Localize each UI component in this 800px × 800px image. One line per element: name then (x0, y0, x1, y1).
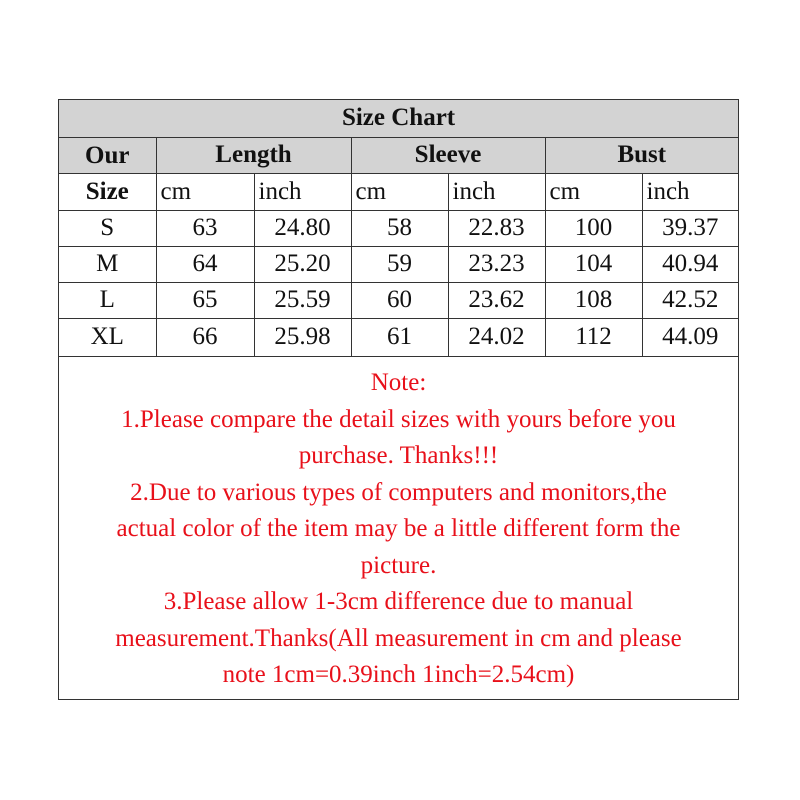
size-cell: M (59, 246, 156, 282)
table-title: Size Chart (59, 100, 738, 137)
sleeve-inch-unit: inch (448, 174, 545, 211)
bust-inch-cell: 39.37 (642, 210, 738, 246)
note-line: 3.Please allow 1-3cm difference due to manual (163, 588, 634, 615)
size-header-bottom: Size (85, 177, 129, 205)
sleeve-inch-cell: 23.62 (448, 282, 545, 318)
length-cm-unit: cm (156, 174, 254, 211)
sleeve-header: Sleeve (351, 137, 545, 174)
size-cell: S (59, 210, 156, 246)
note-line: actual color of the item may be a little different form the (116, 515, 681, 542)
sleeve-cm-cell: 61 (351, 318, 448, 356)
note-line: 2.Due to various types of computers and monitors,the (130, 478, 667, 506)
bust-cm-cell: 104 (545, 246, 642, 282)
table-row (59, 318, 738, 356)
sleeve-cm-unit: cm (351, 174, 448, 211)
bust-inch-unit: inch (642, 174, 738, 211)
note-line: picture. (360, 551, 437, 579)
length-inch-cell: 24.80 (254, 210, 351, 246)
length-header: Length (156, 137, 351, 174)
note-line: note 1cm=0.39inch 1inch=2.54cm) (222, 661, 575, 688)
bust-inch-cell: 40.94 (642, 246, 738, 282)
notes-section (59, 365, 738, 694)
note-line: measurement.Thanks(All measurement in cm and please (115, 624, 682, 652)
bust-cm-cell: 100 (545, 210, 642, 246)
length-cm-cell: 64 (156, 246, 254, 282)
table-row (59, 210, 738, 246)
size-cell: L (59, 282, 156, 318)
bust-cm-cell: 108 (545, 282, 642, 318)
length-cm-cell: 66 (156, 318, 254, 356)
sleeve-inch-cell: 24.02 (448, 318, 545, 356)
unit-header-row (59, 174, 738, 211)
sleeve-inch-cell: 22.83 (448, 210, 545, 246)
table-row (59, 282, 738, 318)
length-inch-cell: 25.59 (254, 282, 351, 318)
size-cell: XL (59, 318, 156, 356)
length-cm-cell: 65 (156, 282, 254, 318)
notes-heading: Note: (370, 369, 427, 396)
note-line: 1.Please compare the detail sizes with yours before you (121, 405, 676, 433)
bust-cm-unit: cm (545, 174, 642, 211)
length-inch-cell: 25.98 (254, 318, 351, 356)
bust-header: Bust (545, 137, 738, 174)
size-table (59, 100, 738, 357)
length-inch-unit: inch (254, 174, 351, 211)
sleeve-inch-cell: 23.23 (448, 246, 545, 282)
size-header-top: Our (59, 138, 156, 174)
sleeve-cm-cell: 59 (351, 246, 448, 282)
size-column-header (59, 137, 156, 210)
bust-cm-cell: 112 (545, 318, 642, 356)
sleeve-cm-cell: 60 (351, 282, 448, 318)
note-line: purchase. Thanks!!! (298, 442, 499, 469)
bust-inch-cell: 44.09 (642, 318, 738, 356)
length-inch-cell: 25.20 (254, 246, 351, 282)
sleeve-cm-cell: 58 (351, 210, 448, 246)
size-chart (58, 99, 739, 700)
length-cm-cell: 63 (156, 210, 254, 246)
title-row (59, 100, 738, 137)
table-row (59, 246, 738, 282)
bust-inch-cell: 42.52 (642, 282, 738, 318)
group-header-row (59, 137, 738, 174)
